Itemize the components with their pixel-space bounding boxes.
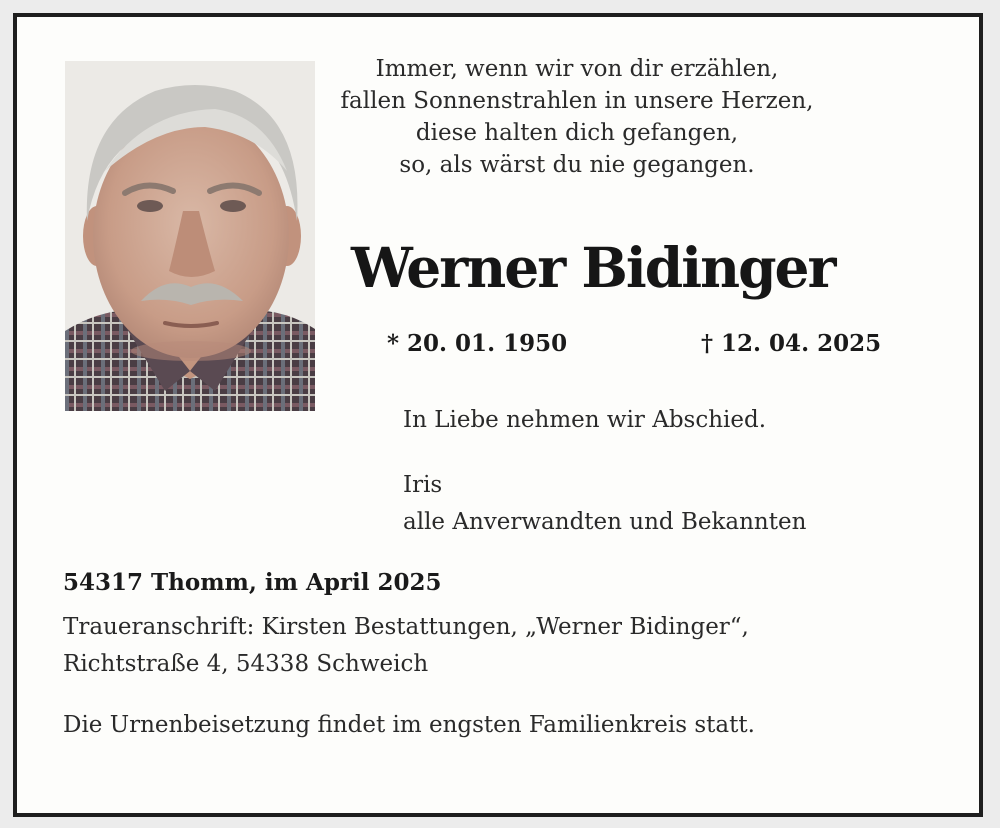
- farewell-text: In Liebe nehmen wir Abschied.: [403, 407, 767, 433]
- address-line: Richtstraße 4, 54338 Schweich: [63, 651, 429, 677]
- mourners-list: [403, 467, 806, 541]
- mourner-name: alle Anverwandten und Bekannten: [403, 509, 807, 535]
- poem-line: diese halten dich gefangen,: [415, 120, 739, 146]
- death-date: † 12. 04. 2025: [701, 330, 882, 357]
- place-and-date: 54317 Thomm, im April 2025: [63, 569, 442, 596]
- deceased-name: Werner Bidinger: [351, 235, 835, 300]
- poem-line: fallen Sonnenstrahlen in unsere Herzen,: [340, 88, 814, 114]
- address-line: Traueranschrift: Kirsten Bestattungen, „Werner Bidinger“,: [63, 614, 749, 640]
- birth-date: * 20. 01. 1950: [387, 330, 568, 357]
- burial-notice: Die Urnenbeisetzung findet im engsten Familienkreis statt.: [63, 712, 755, 738]
- obituary-notice: [13, 13, 983, 817]
- poem: [317, 53, 837, 181]
- portrait-illustration: [65, 61, 315, 411]
- mourner-name: Iris: [403, 472, 443, 498]
- portrait-photo: [65, 61, 315, 411]
- poem-line: so, als wärst du nie gegangen.: [399, 152, 755, 178]
- mourning-address: [63, 609, 749, 683]
- poem-line: Immer, wenn wir von dir erzählen,: [375, 56, 779, 82]
